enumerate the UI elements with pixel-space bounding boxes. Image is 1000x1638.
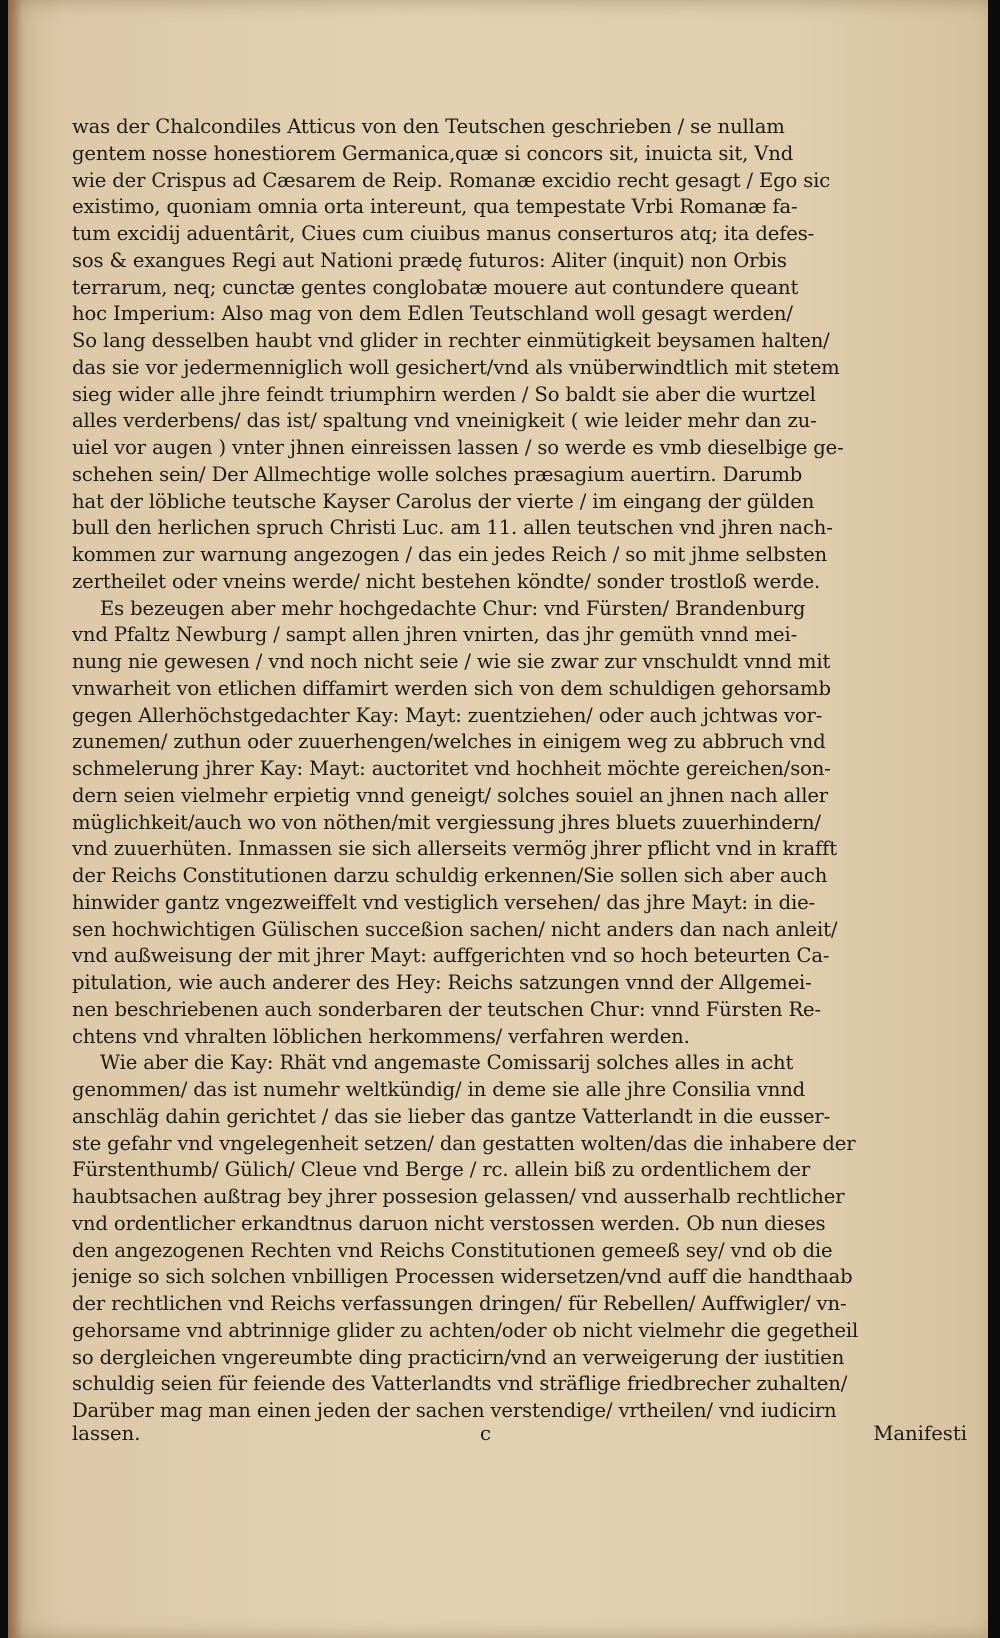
text-line: so dergleichen vngereumbte ding practicirn/vnd an verweigerung der iustitien: [72, 1345, 845, 1369]
text-line: bull den herlichen spruch Christi Luc. am 11. allen teutschen vnd jhren nach-: [72, 516, 833, 540]
text-line: schehen sein/ Der Allmechtige wolle solches præsagium auertirn. Darumb: [72, 462, 803, 486]
text-line: gehorsame vnd abtrinnige glider zu achten/oder ob nicht vielmehr die gegetheil: [72, 1318, 859, 1342]
catchword: Manifesti: [873, 1422, 967, 1445]
text-line: schuldig seien für feiende des Vatterlandts vnd sträflige friedbrecher zuhalten/: [72, 1372, 848, 1396]
text-line: pitulation, wie auch anderer des Hey: Reichs satzungen vnnd der Allgemei-: [72, 971, 812, 994]
paragraph-start-line: Wie aber die Kay: Rhät vnd angemaste Comissarij solches alles in acht: [100, 1051, 794, 1075]
text-line: ste gefahr vnd vngelegenheit setzen/ dan gestatten wolten/das die inhabere der: [72, 1131, 856, 1155]
text-line: uiel vor augen ) vnter jhnen einreissen lassen / so werde es vmb dieselbige ge-: [72, 436, 844, 459]
last-line-end: lassen.: [72, 1422, 141, 1445]
text-line: terrarum, neq; cunctæ gentes conglobatæ mouere aut contundere queant: [72, 275, 799, 299]
paragraph-start-line: Es bezeugen aber mehr hochgedachte Chur: vnd Fürsten/ Brandenburg: [100, 596, 806, 620]
text-line: existimo, quoniam omnia orta intereunt, qua tempestate Vrbi Romanæ fa-: [72, 195, 798, 219]
text-line: genommen/ das ist numehr weltkündig/ in deme sie alle jhre Consilia vnnd: [72, 1078, 806, 1101]
text-line: der rechtlichen vnd Reichs verfassungen dringen/ für Rebellen/ Auffwigler/ vn-: [72, 1292, 847, 1315]
text-line: vnd ordentlicher erkandtnus daruon nicht verstossen werden. Ob nun dieses: [72, 1211, 826, 1235]
text-line: gegen Allerhöchstgedachter Kay: Mayt: zuentziehen/ oder auch jchtwas vor-: [72, 703, 823, 727]
text-line: anschläg dahin gerichtet / das sie lieber das gantze Vatterlandt in die eusser-: [72, 1104, 831, 1128]
text-line: gentem nosse honestiorem Germanica,quæ si concors sit, inuicta sit, Vnd: [72, 141, 794, 165]
text-line: tum excidij aduentârit, Ciues cum ciuibus manus conserturos atq; ita defes-: [72, 222, 815, 245]
text-line: jenige so sich solchen vnbilligen Processen widersetzen/vnd auff die handthaab: [72, 1265, 853, 1289]
text-line: sen hochwichtigen Gülischen succeßion sachen/ nicht anders dan nach anleit/: [72, 917, 838, 941]
text-line: chtens vnd vhralten löblichen herkommens/ verfahren werden.: [72, 1024, 690, 1048]
text-line: dern seien vielmehr erpietig vnnd geneigt/ solches souiel an jhnen nach aller: [72, 783, 828, 807]
text-line: sos & exangues Regi aut Nationi prædę futuros: Aliter (inquit) non Orbis: [72, 248, 787, 272]
text-line: hinwider gantz vngezweiffelt vnd vestiglich versehen/ das jhre Mayt: in die-: [72, 890, 816, 914]
text-line: Fürstenthumb/ Gülich/ Cleue vnd Berge / rc. allein biß zu ordentlichem der: [72, 1158, 811, 1182]
book-page: [8, 0, 988, 1638]
text-line: nen beschriebenen auch sonderbaren der teutschen Chur: vnnd Fürsten Re-: [72, 997, 821, 1021]
text-line: schmelerung jhrer Kay: Mayt: auctoritet vnd hochheit möchte gereichen/son-: [72, 757, 831, 780]
text-line: vnwarheit von etlichen diffamirt werden sich von dem schuldigen gehorsamb: [72, 676, 831, 700]
text-line: der Reichs Constitutionen darzu schuldig erkennen/Sie sollen sich aber auch: [72, 864, 828, 887]
text-line: nung nie gewesen / vnd noch nicht seie / wie sie zwar zur vnschuldt vnnd mit: [72, 650, 831, 673]
text-line: vnd zuuerhüten. Inmassen sie sich allerseits vermög jhrer pflicht vnd in krafft: [72, 837, 837, 861]
text-line: hoc Imperium: Also mag von dem Edlen Teutschland woll gesagt werden/: [72, 302, 793, 326]
text-line: So lang desselben haubt vnd glider in rechter einmütigkeit beysamen halten/: [72, 329, 830, 352]
text-line: haubtsachen außtrag bey jhrer possesion gelassen/ vnd ausserhalb rechtlicher: [72, 1185, 845, 1208]
signature-mark: c: [480, 1422, 491, 1445]
text-line: vnd außweisung der mit jhrer Mayt: auffgerichten vnd so hoch beteurten Ca-: [72, 944, 830, 968]
text-line: hat der löbliche teutsche Kayser Carolus der vierte / im eingang der gülden: [72, 489, 815, 513]
text-line: zunemen/ zuthun oder zuuerhengen/welches in einigem weg zu abbruch vnd: [72, 730, 826, 754]
text-line: Darüber mag man einen jeden der sachen verstendige/ vrtheilen/ vnd iudicirn: [72, 1399, 837, 1422]
text-line: kommen zur warnung angezogen / das ein jedes Reich / so mit jhme selbsten: [72, 543, 827, 566]
text-line: wie der Crispus ad Cæsarem de Reip. Romanæ excidio recht gesagt / Ego sic: [72, 168, 831, 192]
page-footer: [72, 1422, 967, 1452]
text-line: das sie vor jedermenniglich woll gesichert/vnd als vnüberwindtlich mit stetem: [72, 355, 840, 379]
text-line: zertheilet oder vneins werde/ nicht bestehen köndte/ sonder trostloß werde.: [72, 569, 821, 593]
text-line: den angezogenen Rechten vnd Reichs Constitutionen gemeeß sey/ vnd ob die: [72, 1238, 833, 1262]
text-line: sieg wider alle jhre feindt triumphirn werden / So baldt sie aber die wurtzel: [72, 382, 816, 406]
text-line: alles verderbens/ das ist/ spaltung vnd vneinigkeit ( wie leider mehr dan zu-: [72, 409, 817, 433]
text-line: vnd Pfaltz Newburg / sampt allen jhren vnirten, das jhr gemüth vnnd mei-: [72, 623, 798, 647]
page-text: [72, 114, 967, 1425]
text-line: müglichkeit/auch wo von nöthen/mit vergiessung jhres bluets zuuerhindern/: [72, 810, 821, 834]
text-line: was der Chalcondiles Atticus von den Teutschen geschrieben / se nullam: [72, 115, 785, 138]
